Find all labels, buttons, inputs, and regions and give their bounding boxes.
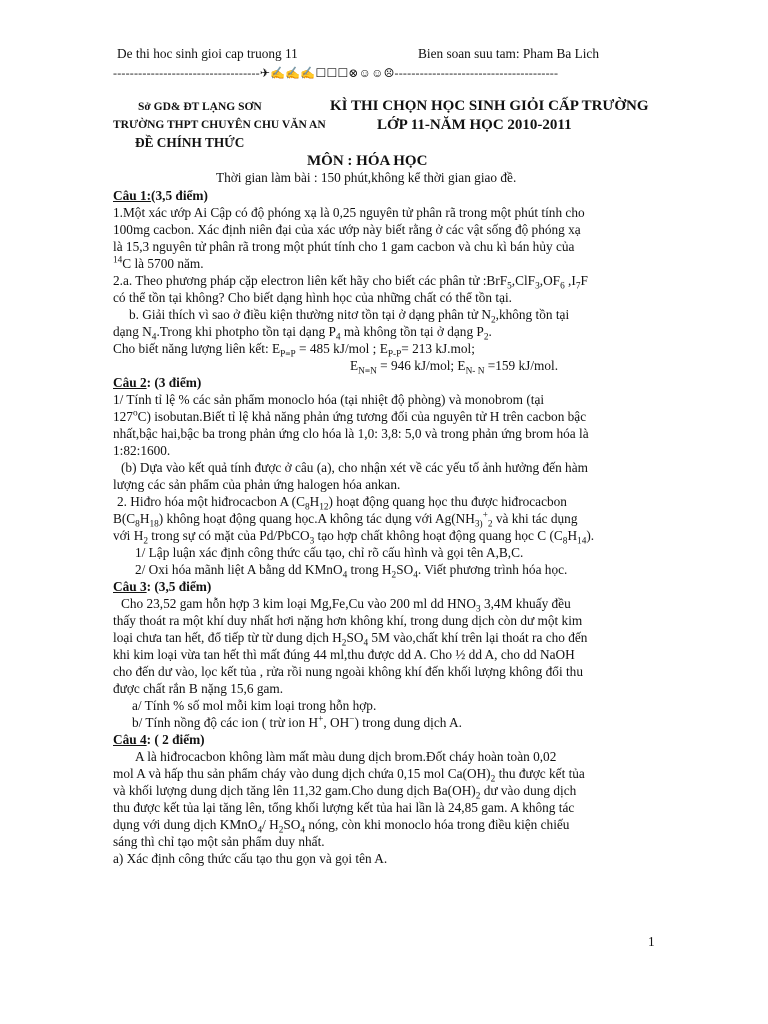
header-separator: -----------------------------------✈✍✍✍☐☐☐⊗☺☺☹--------------------------------------- [113, 66, 559, 80]
q4-line: sáng thì chỉ tạo một sản phẩm duy nhất. [113, 834, 325, 849]
q1-line: là 15,3 nguyên tử phân rã trong một phút tính cho 1 gam cacbon và chu kì bán hủy của [113, 239, 575, 254]
official-label: ĐỀ CHÍNH THỨC [135, 135, 245, 150]
q4-line: dụng với dung dịch KMnO$_4$/ $H_2SO_4$ nóng, còn khi monoclo hóa trong điều kiện chiếu [113, 817, 570, 836]
header-left: De thi hoc sinh gioi cap truong 11 [117, 46, 298, 61]
q2-line: 2/ Oxi hóa mãnh liệt A bằng dd KMnO$_4$ trong $H_2SO_4$. Viết phương trình hóa học. [135, 562, 568, 581]
q1-line: 100mg cacbon. Xác định niên đại của xác ướp này biết rằng ở các vật sống độ phóng xạ [113, 222, 581, 237]
q2-label: Câu 2 [113, 375, 147, 390]
exam-subject: MÔN : HÓA HỌC [307, 153, 428, 169]
q1-line: Cho biết năng lượng liên kết: $E_{P\equiv P} = 485$ kJ/mol ; $E_{P-P}= 213$ kJ.mol; [113, 341, 475, 360]
q3-line: thấy thoát ra một khí duy nhất hơi nặng hơn không khí, trong dung dịch còn dư một kim [113, 613, 583, 628]
q4-line: và khối lượng dung dịch tăng lên 11,32 gam.Cho dung dịch $Ba(OH)_2$ dư vào dung dịch [113, 783, 577, 802]
q1-line: 2.a. Theo phương pháp cặp electron liên kết hãy cho biết các phân tử $:BrF_5,ClF_3,OF_6$ $,I_7F$ [113, 273, 588, 292]
q3-line: khi kim loại vừa tan hết thì mất đúng 44 ml,thu được dd A. Cho ½ dd A, cho dd NaOH [113, 647, 575, 662]
exam-title: KÌ THI CHỌN HỌC SINH GIỎI CẤP TRƯỜNG [330, 98, 649, 114]
q3-label: Câu 3 [113, 579, 147, 594]
q2-line: 1/ Tính tỉ lệ % các sản phẩm monoclo hóa (tại nhiệt độ phòng) và monobrom (tại [113, 392, 545, 407]
q1-heading [113, 187, 208, 204]
q2-line: lượng các sản phẩm của phản ứng halogen hóa ankan. [113, 477, 401, 492]
q1-line: dạng $N_4.Trong$ khi photpho tồn tại dạng $P_4$ mà không tồn tại ở dạng $P_2$. [113, 324, 492, 343]
q3-line: được chất rắn B nặng 15,6 gam. [113, 681, 284, 696]
exam-time: Thời gian làm bài : 150 phút,không kể thời gian giao đề. [216, 170, 517, 185]
q4-points: : ( 2 điểm) [146, 732, 205, 747]
q2-line: 1/ Lập luận xác định công thức cấu tạo, chỉ rõ cấu hình và gọi tên A,B,C. [135, 545, 524, 560]
q4-label: Câu 4 [113, 732, 147, 747]
q1-line: 1.Một xác ướp Ai Cập có độ phóng xạ là 0,25 nguyên tử phân rã trong một phút tính cho [113, 205, 585, 220]
q1-label: Câu 1: [113, 188, 152, 203]
q3-line: loại chưa tan hết, đổ tiếp từ từ dung dịch $H_2SO_4$ 5M vào,chất khí trên lại thoát ra cho đến [113, 630, 588, 649]
q1-line: $^{14}$C là 5700 năm. [113, 255, 204, 271]
q4-line: a) Xác định công thức cấu tạo thu gọn và gọi tên A. [113, 851, 388, 866]
q3-line: a/ Tính % số mol mỗi kim loại trong hỗn hợp. [132, 698, 377, 713]
q2-heading [113, 374, 201, 391]
q1-points: (3,5 điểm) [151, 188, 208, 203]
q2-line: 1:82:1600. [113, 443, 171, 458]
q2-line: nhất,bậc hai,bậc ba trong phản ứng clo hóa là 1,0: 3,8: 5,0 và trong phản ứng brom hóa là [113, 426, 589, 441]
exam-grade-year: LỚP 11-NĂM HỌC 2010-2011 [377, 117, 572, 133]
page-number: 1 [648, 934, 655, 949]
q1-line: b. Giải thích vì sao ở điều kiện thường nitơ tồn tại ở dạng phân tử $N_2,không$ tồn tại [129, 307, 570, 326]
q3-points: : (3,5 điểm) [146, 579, 212, 594]
header-right: Bien soan suu tam: Pham Ba Lich [418, 46, 599, 61]
q2-points: : (3 điểm) [146, 375, 202, 390]
org-department: Sở GD& ĐT LẠNG SƠN [138, 101, 262, 113]
q1-line: có thể tồn tại không? Cho biết dạng hình học của những chất có thể tồn tại. [113, 290, 512, 305]
q3-heading [113, 578, 211, 595]
q4-line: thu được kết tủa lại tăng lên, tổng khối lượng kết tủa hai lần là 24,85 gam. A không tác [113, 800, 575, 815]
q4-line: mol A và hấp thu sản phẩm cháy vào dung dịch chứa 0,15 mol $Ca(OH)_2$ thu được kết tủa [113, 766, 585, 785]
q2-line: $B(C_8H_{18})$ không hoạt động quang học.A không tác dụng với $Ag(NH_{3)}^+_2$ và khi tác dụng [113, 510, 578, 530]
q1-line: $E_{N\equiv N} = 946$ kJ/mol; $E_{N- N} =159$ kJ/mol. [350, 358, 559, 377]
org-school: TRƯỜNG THPT CHUYÊN CHU VĂN AN [113, 119, 326, 131]
q3-line: Cho 23,52 gam hỗn hợp 3 kim loại Mg,Fe,Cu vào 200 ml dd $HNO_3$ 3,4M khuấy đều [121, 596, 571, 615]
q3-line: cho đến dư vào, lọc kết tủa , rửa rồi nung ngoài không khí đến khối lượng không đổi thu [113, 664, 583, 679]
q4-heading [113, 731, 205, 748]
q2-line: 127$^o$C) isobutan.Biết tỉ lệ khả năng phản ứng tương đối của nguyên tử H trên cacbon bậc [113, 408, 587, 424]
q2-line: 2. Hiđro hóa một hiđrocacbon A $(C_8H_{12})$ hoạt động quang học thu được hiđrocacbon [117, 494, 567, 513]
q2-line: (b) Dựa vào kết quả tính được ở câu (a), cho nhận xét về các yếu tố ảnh hưởng đến hàm [121, 460, 588, 475]
q4-line: A là hiđrocacbon không làm mất màu dung dịch brom.Đốt cháy hoàn toàn 0,02 [135, 749, 557, 764]
q2-line: với $H_2$ trong sự có mặt của Pd/PbCO$_3$ tạo hợp chất không hoạt động quang học C $(C_8H_{14})$. [113, 528, 595, 547]
q3-line: b/ Tính nồng độ các ion ( trừ ion H+, OH−) trong dung dịch A. [132, 714, 462, 730]
